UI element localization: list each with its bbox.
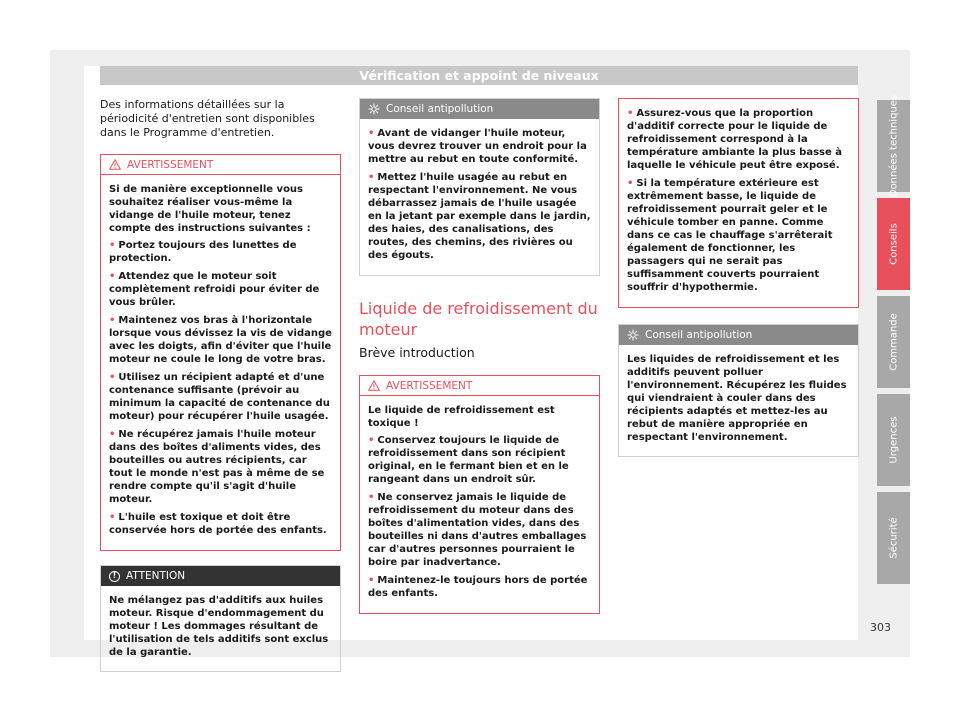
warning-box-oil: [100, 154, 341, 551]
warning-list: [109, 239, 332, 537]
attention-body: [101, 586, 340, 671]
list-item: • Si la température extérieure est extrêmement basse, le liquide de refroidissement pourrait geler et le véhicule tomber en panne. Comme dans ce cas le chauffage s'arrêterait également de fonctionner, les passagers qui ne serait pas suffisamment couverts pourraient souffrir d'hypothermie.: [627, 178, 833, 293]
warning-title: AVERTISSEMENT: [386, 379, 473, 392]
eco-box-coolant: [618, 324, 859, 457]
list-item: • Assurez-vous que la proportion d'additif correcte pour le liquide de refroidissement correspond à la température ambiante la plus basse à laquelle le véhicule peut être exposé.: [627, 108, 842, 171]
list-item: • Avant de vidanger l'huile moteur, vous devrez trouver un endroit pour la mettre au rebut en toute conformité.: [368, 128, 587, 165]
list-item: • Ne récupérez jamais l'huile moteur dans des boîtes d'aliments vides, des bouteilles ou autres récipients, car tout le monde n'est pas à même de se rendre compte qu'il s'agit d'huile moteur.: [109, 429, 325, 505]
warning-header: [101, 155, 340, 175]
page-header: Vérification et appoint de niveaux: [100, 66, 858, 85]
tab-donnees-techniques[interactable]: Données techniques: [877, 100, 910, 192]
eco-title: Conseil antipollution: [386, 103, 494, 115]
eco-text: Les liquides de refroidissement et les additifs peuvent polluer l'environnement. Récupérez les fluides qui viendraient à couler dans des récipients adaptés et mettez-les au rebut de manière appropriée en respectant l'environnement.: [627, 354, 847, 443]
column-1: [100, 98, 341, 686]
warning-lead: Si de manière exceptionnelle vous souhaitez réaliser vous-même la vidange de l'huile moteur, tenez compte des instructions suivantes :: [109, 184, 311, 234]
eco-box-oil: [359, 98, 600, 276]
section-title: Liquide de refroidissement du moteur: [359, 299, 598, 339]
list-item: • Portez toujours des lunettes de protection.: [109, 240, 297, 264]
tab-commande[interactable]: Commande: [877, 296, 910, 388]
attention-title: ATTENTION: [126, 570, 186, 582]
section-subtitle: Brève introduction: [359, 345, 475, 360]
warning-triangle-icon: [109, 159, 121, 170]
list-item: • Conservez toujours le liquide de refroidissement dans son récipient original, en le fermant bien et en le rangeant dans un endroit sûr.: [368, 435, 569, 485]
warning-lead: Le liquide de refroidissement est toxique !: [368, 405, 555, 429]
info-circle-icon: !: [109, 571, 120, 582]
attention-header: [101, 566, 340, 586]
warning-body: [360, 396, 599, 613]
tab-urgences[interactable]: Urgences: [877, 394, 910, 486]
list-item: • L'huile est toxique et doit être conservée hors de portée des enfants.: [109, 512, 327, 536]
eco-list: [368, 127, 591, 262]
warning-box-continued: [618, 98, 859, 308]
warning-list: [627, 107, 850, 294]
list-item: • Maintenez vos bras à l'horizontale lorsque vous dévissez la vis de vidange avec les doigts, afin d'éviter que l'huile moteur ne coule le long de votre bras.: [109, 315, 332, 365]
warning-title: AVERTISSEMENT: [127, 158, 214, 171]
warning-triangle-icon: [368, 380, 380, 391]
warning-list: [368, 434, 591, 600]
list-item: • Utilisez un récipient adapté et d'une contenance suffisante (prévoir au minimum la capacité de contenance du moteur) pour récupérer l'huile usagée.: [109, 372, 330, 422]
tab-securite[interactable]: Sécurité: [877, 492, 910, 584]
eco-title: Conseil antipollution: [645, 329, 753, 341]
leaf-icon: [368, 103, 380, 115]
eco-body: [619, 345, 858, 456]
attention-box: [100, 565, 341, 672]
leaf-icon: [627, 329, 639, 341]
list-item: • Mettez l'huile usagée au rebut en respectant l'environnement. Ne vous débarrassez jamais de l'huile usagée en la jetant par exemple dans le jardin, des haies, des canalisations, des routes, des chemins, des rivières ou des égouts.: [368, 172, 591, 261]
intro-paragraph: Des informations détaillées sur la périodicité d'entretien sont disponibles dans le Programme d'entretien.: [100, 98, 315, 139]
eco-header: [619, 325, 858, 345]
column-3: [618, 98, 859, 471]
warning-body: [101, 175, 340, 550]
warning-box-coolant: [359, 375, 600, 614]
list-item: • Attendez que le moteur soit complètement refroidi pour éviter de vous brûler.: [109, 271, 320, 308]
list-item: • Maintenez-le toujours hors de portée des enfants.: [368, 575, 588, 599]
tab-conseils[interactable]: Conseils: [877, 198, 910, 290]
warning-body: [619, 99, 858, 307]
eco-body: [360, 119, 599, 275]
warning-header: [360, 376, 599, 396]
attention-text: Ne mélangez pas d'additifs aux huiles moteur. Risque d'endommagement du moteur ! Les dommages résultant de l'utilisation de tels additifs sont exclus de la garantie.: [109, 595, 329, 658]
eco-header: [360, 99, 599, 119]
page-number: 303: [870, 621, 891, 634]
column-2: [359, 98, 600, 628]
list-item: • Ne conservez jamais le liquide de refroidissement du moteur dans des boîtes d'alimentation vides, dans des bouteilles ni dans d'autres emballages car d'autres personnes pourraient le boire par inadvertance.: [368, 492, 587, 568]
